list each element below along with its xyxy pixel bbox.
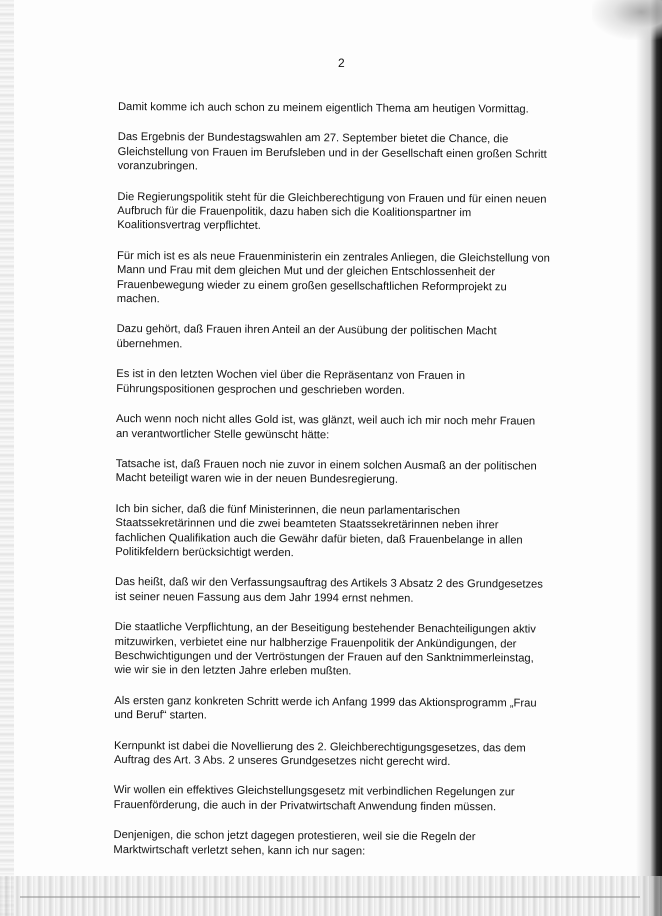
text-line: Damit komme ich auch schon zu meinem eigentlich Thema am heutigen Vormittag. (117, 100, 529, 116)
text-line: Tatsache ist, daß Frauen noch nie zuvor in einem solchen Ausmaß an der politischen (115, 457, 537, 473)
text-line: Denjenigen, die schon jetzt dagegen protestieren, weil sie die Regeln der (113, 829, 476, 844)
scan-noise-top-right (592, 0, 662, 40)
text-line: Auftrag des Art. 3 Abs. 2 unseres Grundgesetzes nicht gerecht wird. (113, 753, 451, 769)
text-line: Mann und Frau mit dem gleichen Mut und der gleichen Entschlossenheit der (116, 264, 496, 279)
text-line: Die Regierungspolitik steht für die Gleichberechtigung von Frauen und für einen neuen (117, 190, 547, 206)
paragraph (115, 502, 567, 562)
text-line: Marktwirtschaft verletzt sehen, kann ich nur sagen: (113, 843, 366, 858)
paragraph (118, 130, 570, 176)
text-line: Frauenförderung, die auch in der Privatwirtschaft Anwendung finden müssen. (113, 798, 497, 814)
text-line: Führungspositionen gesprochen und geschrieben worden. (116, 382, 405, 397)
page-number: 2 (338, 56, 345, 70)
text-line: Auch wenn noch nicht alles Gold ist, was glänzt, weil auch ich mir noch mehr Frauen (116, 413, 536, 428)
text-line: Wir wollen ein effektives Gleichstellungsgesetz mit verbindlichen Regelungen zur (113, 784, 515, 799)
paragraph (116, 367, 568, 399)
text-line: Dazu gehört, daß Frauen ihren Anteil an der Ausübung der politischen Macht (116, 323, 497, 338)
text-line: ist seiner neuen Fassung aus dem Jahr 1994 ernst nehmen. (114, 590, 414, 605)
text-line: fachlichen Qualifikation auch die Gewähr dafür bieten, daß Frauenbelange in allen (115, 531, 523, 547)
text-line: Das heißt, daß wir den Verfassungsauftrag des Artikels 3 Absatz 2 des Grundgesetzes (115, 576, 543, 591)
text-line: Kernpunkt ist dabei die Novellierung des 2. Gleichberechtigungsgesetzes, das dem (114, 739, 526, 755)
text-line: wie wir sie in den letzten Jahre erleben mußten. (114, 664, 352, 678)
text-line: voranzubringen. (117, 160, 198, 173)
paragraph (114, 694, 566, 726)
paragraph (114, 783, 566, 815)
text-line: Macht beteiligt waren wie in der neuen Bundesregierung. (115, 472, 399, 487)
text-line: Politikfeldern berücksichtigt werden. (115, 545, 294, 560)
text-line: Koalitionsvertrag verpflichtet. (117, 219, 261, 233)
paragraph (117, 190, 569, 236)
document-body (113, 100, 570, 876)
text-line: machen. (116, 293, 160, 306)
text-line: Als ersten ganz konkreten Schritt werde ich Anfang 1999 das Aktionsprogramm „Frau (114, 694, 537, 710)
text-line: Frauenbewegung wieder zu einem großen gesellschaftlichen Reformprojekt zu (116, 278, 507, 294)
paragraph (116, 322, 568, 354)
scan-edge-left (0, 0, 14, 916)
text-line: und Beruf“ starten. (114, 709, 207, 722)
text-line: übernehmen. (116, 337, 183, 351)
scan-edge-right (636, 0, 662, 916)
text-line: Die staatliche Verpflichtung, an der Beseitigung bestehender Benachteiligungen aktiv (114, 621, 536, 636)
text-line: Ich bin sicher, daß die fünf Ministerinnen, die neun parlamentarischen (115, 502, 461, 517)
paragraph (115, 575, 567, 607)
text-line: an verantwortlicher Stelle gewünscht hätte: (115, 427, 330, 441)
text-line: mitzuwirken, verbietet eine nur halbherzige Frauenpolitik der Ankündigungen, der (114, 635, 517, 651)
scan-line-bottom (20, 896, 640, 898)
text-line: Beschwichtigungen und der Vertröstungen der Frauen auf den Sanktnimmerleinstag, (114, 649, 534, 665)
text-line: Für mich ist es als neue Frauenministerin ein zentrales Anliegen, die Gleichstellung von (117, 249, 550, 265)
paragraph (116, 457, 568, 489)
text-line: Es ist in den letzten Wochen viel über die Repräsentanz von Frauen in (116, 368, 466, 383)
paragraph (113, 828, 565, 860)
text-line: Gleichstellung von Frauen im Berufsleben und in der Gesellschaft einen großen Schritt (117, 145, 547, 161)
paragraph (114, 620, 566, 680)
text-line: Das Ergebnis der Bundestagswahlen am 27. September bietet die Chance, die (117, 131, 509, 146)
paragraph (114, 739, 566, 771)
paragraph (117, 249, 569, 309)
paragraph (118, 100, 570, 117)
text-line: Aufbruch für die Frauenpolitik, dazu haben sich die Koalitionspartner im (117, 205, 472, 220)
paragraph (116, 412, 568, 444)
text-line: Staatssekretärinnen und die zwei beamteten Staatssekretärinnen neben ihrer (115, 517, 499, 532)
